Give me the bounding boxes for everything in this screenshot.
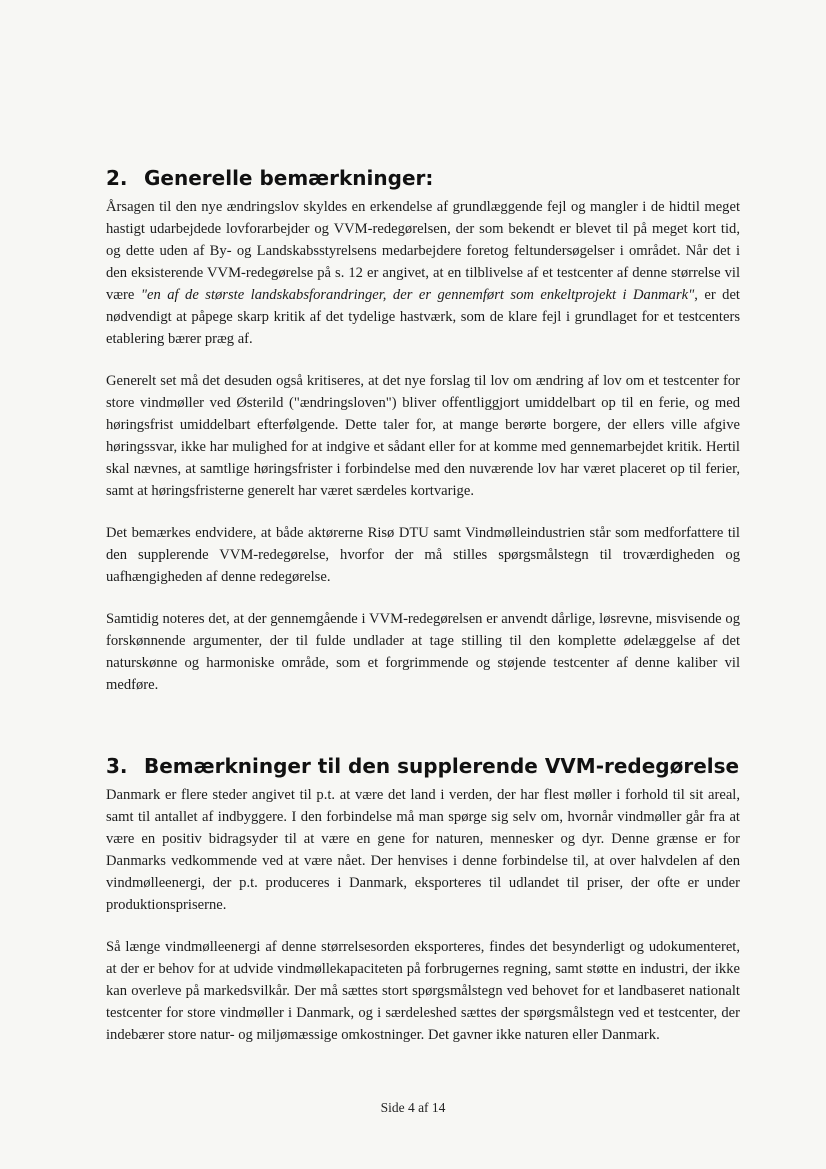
paragraph: Generelt set må det desuden også kritiseres, at det nye forslag til lov om ændring af lov om et testcenter for store vindmøller ved Østerild ("ændringsloven") bliver offentliggjort umiddelbart op til en ferie, og med høringsfrist umiddelbart efterfølgende. Dette taler for, at mange berørte borgere, der ellers ville afgive høringssvar, ikke har mulighed for at indgive et sådant eller for at komme med gennemarbejdet kritik. Hertil skal nævnes, at samtlige høringsfrister i forbindelse med den nuværende lov har været placeret op til ferier, samt at høringsfristerne generelt har været særdeles kortvarige. bbox=[106, 373, 740, 499]
section-general-remarks bbox=[106, 166, 740, 716]
paragraph bbox=[106, 196, 740, 350]
quote-text: "en af de største landskabsforandringer, der er gennemført som enkeltprojekt i Danmark" bbox=[140, 287, 695, 303]
section-title: Bemærkninger til den supplerende VVM-redegørelse bbox=[144, 754, 740, 778]
section-heading bbox=[106, 754, 740, 778]
paragraph: Så længe vindmølleenergi af denne størrelsesorden eksporteres, findes det besynderligt og udokumenteret, at der er behov for at udvide vindmøllekapaciteten på forbrugernes regning, samt støtte en industri, der ikke kan overleve på markedsvilkår. Der må sættes stort spørgsmålstegn ved behovet for et landbaseret nationalt testcenter for store vindmøller i Danmark, og i særdeleshed sættes der spørgsmålstegn ved et testcenter, der indebærer store natur- og miljømæssige omkostninger. Det gavner ikke naturen eller Danmark. bbox=[106, 939, 740, 1043]
paragraph: Samtidig noteres det, at der gennemgående i VVM-redegørelsen er anvendt dårlige, løsrevne, misvisende og forskønnende argumenter, der til fulde undlader at tage stilling til den komplette ødelæggelse af det naturskønne og harmoniske område, som et forgrimmende og støjende testcenter af denne kaliber vil medføre. bbox=[106, 611, 740, 693]
section-title: Generelle bemærkninger: bbox=[144, 166, 434, 190]
section-number: 3. bbox=[106, 754, 128, 778]
paragraph-text: , er det nødvendigt at påpege skarp kritik af det tydelige hastværk, som de klare fejl i grundlaget for et testcenters etablering bærer præg af. bbox=[106, 287, 740, 347]
section-number: 2. bbox=[106, 166, 128, 190]
section-supplementary-eia-remarks bbox=[106, 754, 740, 1066]
paragraph-text: Årsagen til den nye ændringslov skyldes en erkendelse af grundlæggende fejl og mangler i de hidtil meget hastigt udarbejdede lovforarbejder og VVM-redegørelsen, der som bekendt er blevet til på meget kort tid, og dette uden af By- og Landskabsstyrelsens medarbejdere foretog feltundersøgelser i området. Når det i den eksisterende VVM-redegørelse på s. 12 er angivet, at en tilblivelse af et testcenter af denne størrelse vil være bbox=[106, 199, 740, 303]
page-number: Side 4 af 14 bbox=[380, 1100, 446, 1115]
section-heading bbox=[106, 166, 740, 190]
paragraph: Danmark er flere steder angivet til p.t. at være det land i verden, der har flest møller i forhold til sit areal, samt til antallet af indbyggere. I den forbindelse må man spørge sig selv om, hvornår vindmøller går fra at være en positiv bidragsyder til at være en gene for naturen, mennesker og dyr. Denne grænse er for Danmarks vedkommende ved at være nået. Der henvises i denne forbindelse til, at over halvdelen af den vindmølleenergi, der p.t. produceres i Danmark, eksporteres til udlandet til priser, der ofte er under produktionspriserne. bbox=[106, 787, 740, 913]
paragraph: Det bemærkes endvidere, at både aktørerne Risø DTU samt Vindmølleindustrien står som medforfattere til den supplerende VVM-redegørelse, hvorfor der må stilles spørgsmålstegn til troværdigheden og uafhængigheden af denne redegørelse. bbox=[106, 525, 740, 585]
